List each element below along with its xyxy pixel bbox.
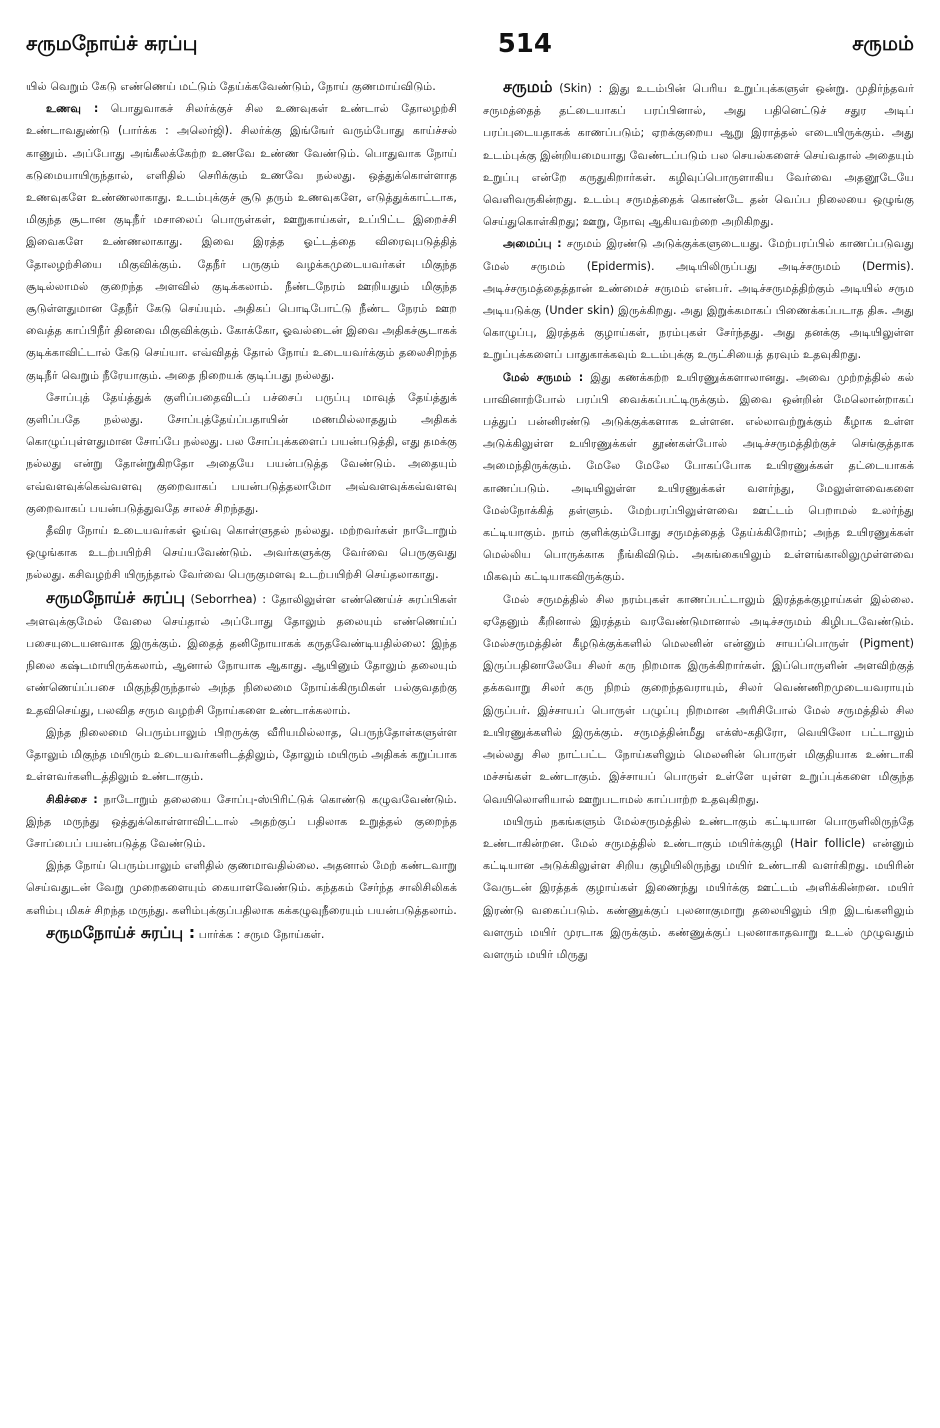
paragraph-text: மயிரும் நகங்களும் மேல்சருமத்தில் உண்டாகும் கட்டியான பொருளிலிருந்தே உண்டாகின்றன. மேல் சருமத்தில் உண்டாகும் மயிர்க்குழி (Hair follicle) என்னும் கட்டியான அடுக்கிலுள்ள சிறிய குழியிலிருந்து மயிர் உண்டாகி வளர்கிறது. மயிரின் வேருடன் இரத்தக் குழாய்கள் இணைந்து மயிர்க்கு ஊட்டம் அளிக்கின்றன. மயிர் இரண்டு வகைப்படும். கண்ணுக்குப் புலனாகுமாறு தலையிலும் பிற இடங்களிலும் வளரும் மயிர் முரடாக இருக்கும். கண்ணுக்குப் புலனாகாதவாறு உடல் முழுவதும் வளரும் மயிர் மிருது	[483, 814, 914, 961]
paragraph-text: (Seborrhea) : தோலிலுள்ள எண்ணெய்ச் சுரப்பிகள் அளவுக்குமேல் வேலை செய்தால் அப்போது தோலும் தலையும் எண்ணெய்ப் பசையுடையனவாக இருக்கும். இதைத் தனிநோயாகக் கருதவேண்டியதில்லை: இந்த நிலை கஷ்டமாயிருக்கலாம், ஆனால் நோயாக ஆகாது. ஆயினும் தோலும் தலையும் எண்ணெய்ப்பசை மிகுந்திருந்தால் அந்த நிலைமை நோய்க்கிருமிகள் பல்குவதற்கு உதவிசெய்து, பலவித சரும வழற்சி நோய்களை உண்டாக்கலாம்.	[26, 592, 457, 717]
paragraph-text: நாடோறும் தலையை சோப்பு-ஸ்பிரிட்டுக் கொண்டு கழுவவேண்டும். இந்த மருந்து ஒத்துக்கொள்ளாவிட்டால் அதற்குப் பதிலாக உறுத்தல் குறைந்த சோப்பைப் பயன்படுத்த வேண்டும்.	[26, 792, 457, 850]
paragraph-text: பொதுவாகச் சிலர்க்குச் சில உணவுகள் உண்டால் தோலழற்சி உண்டாவதுண்டு (பார்க்க : அலெர்ஜி). சிலர்க்கு இங்ஙேர் வரும்போது காய்ச்சல் காணும். அப்போது அங்கீலக்கேற்ற உணவே உண்ண வேண்டும். பொதுவாக நோய் கடுமையாயிருந்தால், எளிதில் செரிக்கும் உணவே நல்லது. ஒத்துக்கொள்ளாத உணவுகளே உண்ணலாகாது. உடம்புக்குச் சூடு தரும் உணவுகளே, எடுத்துக்காட்டாக, மிகுந்த சூடான குடிநீர் மசாலைப் பொருள்கள், ஊறுகாய்கள், உப்பிட்ட இறைச்சி இவைகளே உண்ணலாகாது. இவை இரத்த ஓட்டத்தை விரைவுபடுத்தித் தோலழற்சியை மிகுவிக்கும். தேநீர் பருகும் வழக்கமுடையவர்கள் மிகுந்த சூடில்லாமல் குறைந்த அளவில் குடிக்கலாம். நீண்டநேரம் ஊறியதும் மிகுந்த சூடுள்ளதுமான தேநீர் கேடு செய்யும். அதிகப் பொடிபோட்டு நீண்ட நேரம் ஊற வைத்த காப்பிநீர் தினவை மிகுவிக்கும். கோக்கோ, ஓவல்டைன் இவை அதிகச்சூடாகக் குடிக்காவிட்டால் கேடு செய்யா. எவ்விதத் தோல் நோய் உடையவர்க்கும் தலைசிறந்த குடிநீர் வெறும் நீரேயாகும். அதை நிறையக் குடிப்பது நல்லது.	[26, 102, 457, 382]
right-column	[483, 76, 914, 1408]
page-header	[26, 24, 914, 64]
page-number: 514	[497, 29, 552, 59]
paragraph-text: யில் வெறும் கேடு எண்ணெய் மட்டும் தேய்க்கவேண்டும், நோய் குணமாய்விடும்.	[26, 80, 436, 93]
paragraph	[483, 76, 914, 233]
paragraph	[26, 789, 457, 856]
paragraph-text: இந்த நோய் பெரும்பாலும் எளிதில் குணமாவதில்லை. அதனால் மேற் கண்டவாறு செய்வதுடன் வேறு முறைகளையும் கையாளவேண்டும். கந்தகம் சேர்ந்த சாலிசிலிகக் களிம்பு மிகச் சிறந்த மருந்து. களிம்புக்குப்பதிலாக கக்கழுவுநீரையும் பயன்படுத்தலாம்.	[26, 859, 457, 917]
two-column-body	[26, 76, 914, 1408]
paragraph-lead: சருமம்	[503, 77, 553, 96]
paragraph	[26, 587, 457, 722]
paragraph-text: சருமம் இரண்டு அடுக்குக்களுடையது. மேற்பரப்பில் காணப்படுவது மேல் சருமம் (Epidermis). அடியிலிருப்பது அடிச்சருமம் (Dermis). அடிச்சருமத்தைத்தான் உண்மைச் சருமம் என்பர். அடிச்சருமத்திற்கும் அடியில் சரும அடியடுக்கு (Under skin) இருக்கிறது. அது இறுக்கமாகப் பிணைக்கப்படாத திசு. அது கொழுப்பு, இரத்தக் குழாய்கள், நரம்புகள் சேர்ந்தது. அது தனக்கு அடியிலுள்ள உறுப்புக்களைப் பாதுகாக்கவும் உடம்புக்கு உருட்சியைத் தரவும் உதவுகிறது.	[483, 237, 914, 362]
paragraph-text: இது கணக்கற்ற உயிரணுக்களாலானது. அவை முற்றத்தில் கல் பாவினாற்போல் பரப்பி வைக்கப்பட்டிருக்கும். இவை ஒன்றின் மேலொன்றாகப் பத்துப் பன்னிரண்டு அடுக்குக்களாக உள்ளன. எல்லாவற்றுக்கும் கீழாக உள்ள அடுக்கிலுள்ள உயிரணுக்கள் தூண்கள்போல் அடிச்சருமத்திற்குச் செங்குத்தாக அமைந்திருக்கும். மேலே மேலே போகப்போக உயிரணுக்கள் தட்டையாகக் காணப்படும். அடியிலுள்ள உயிரணுக்கள் வளர்ந்து, மேலுள்ளவைகளை மேல்நோக்கித் தள்ளும். மேற்பரப்பிலுள்ளவை ஊட்டம் பெறாமல் உலர்ந்து கட்டியாகும். நாம் குளிக்கும்போது சருமத்தைத் தேய்க்கிறோம்; அந்த உயிரணுக்கள் மெல்லிய பொருக்காக நீங்கிவிடும். அகங்கையிலும் உள்ளங்காலிலுமுள்ளவை மிகவும் கட்டியாகவிருக்கும்.	[483, 370, 914, 584]
paragraph-lead: அமைப்பு :	[503, 237, 562, 251]
paragraph	[26, 387, 457, 520]
paragraph	[26, 76, 457, 98]
paragraph-lead: சிகிச்சை :	[46, 792, 98, 806]
paragraph-text: மேல் சருமத்தில் சில நரம்புகள் காணப்பட்டாலும் இரத்தக்குழாய்கள் இல்லை. ஏதேனும் கீறினால் இரத்தம் வரவேண்டுமானால் அடிச்சருமம் கிழிபடவேண்டும். மேல்சருமத்தின் கீழடுக்குக்களில் மெலனின் என்னும் சாயப்பொருள் (Pigment) இருப்பதினாலேயே சிலர் கரு நிறமாக இருக்கிறார்கள். இப்பொருளின் அளவிற்குத் தக்கவாறு சிலர் கரு நிறம் குறைந்தவராயும், சிலர் வெண்ணிறமுடையவராயும் இருப்பர். இச்சாயப் பொருள் பழுப்பு நிறமான அரிசிபோல் மேல் சருமத்தில் சில உயிரணுக்களில் இருக்கும். சருமத்தின்மீது எக்ஸ்-கதிரோ, வெயிலோ பட்டாலும் அல்லது சில நாட்பட்ட நோய்களிலும் மெலனின் பொருள் மிகுதியாக உண்டாகி மச்சங்கள் உண்டாகும். இச்சாயப் பொருள் உள்ளே யுள்ள உறுப்புக்களை மிகுந்த வெயிலொளியால் ஊறுபடாமல் காப்பாற்ற உதவுகிறது.	[483, 592, 914, 806]
paragraph	[483, 367, 914, 589]
paragraph	[26, 855, 457, 922]
paragraph	[26, 98, 457, 387]
paragraph	[26, 520, 457, 587]
running-head-right: சருமம்	[852, 30, 914, 55]
paragraph-text: தீவிர நோய் உடையவர்கள் ஓய்வு கொள்ளுதல் நல்லது. மற்றவர்கள் நாடோறும் ஒழுங்காக உடற்பயிற்சி செய்யவேண்டும். அவர்களுக்கு வேர்வை பெருகுவது நல்லது. கசிவழற்சி யிருந்தால் வேர்வை பெருகுமளவு உடற்பயிற்சி செய்தலாகாது.	[26, 524, 457, 582]
paragraph-text: இந்த நிலைமை பெரும்பாலும் பிறருக்கு வீரியமில்லாத, பெருந்தோள்களுள்ள தோலும் மிகுந்த மயிரும் உடையவர்களிடத்திலும், தோலும் மயிரும் அதிகக் கறுப்பாக உள்ளவர்களிடத்திலும் உண்டாகும்.	[26, 725, 457, 784]
paragraph	[483, 589, 914, 811]
left-column	[26, 76, 457, 1408]
paragraph-lead: உணவு :	[46, 102, 99, 116]
paragraph	[483, 233, 914, 366]
paragraph	[26, 922, 457, 946]
paragraph	[483, 811, 914, 966]
paragraph	[26, 722, 457, 789]
running-head-left: சருமநோய்ச் சுரப்பு	[26, 30, 198, 55]
paragraph-text: (Skin) : இது உடம்பின் பெரிய உறுப்புக்களுள் ஒன்று. முதிர்ந்தவர் சருமத்தைத் தட்டையாகப் பரப்பினால், அது பதினெட்டுச் சதுர அடிப் பரப்புடையதாகக் காணப்படும்; ஏறக்குறைய ஆறு இராத்தல் எடையிருக்கும். அது உடம்புக்கு இன்றியமையாது வேண்டப்படும் பல செயல்களைச் செய்வதால் அதையும் உறுப்பு என்றே கருதுகிறார்கள். கழிவுப்பொருளாகிய வேர்வை அதனூடேயே வெளிவருகின்றது. உடம்பு சருமத்தைக் கொண்டே தன் வெப்ப நிலையை ஒழுங்கு செய்துகொள்கிறது; ஊறு, நோவு ஆகியவற்றை அறிகிறது.	[483, 82, 914, 229]
paragraph-text: பார்க்க : சரும நோய்கள்.	[195, 927, 325, 941]
paragraph-lead: சருமநோய்ச் சுரப்பு :	[46, 922, 196, 942]
paragraph-text: சோப்புத் தேய்த்துக் குளிப்பதைவிடப் பச்சைப் பருப்பு மாவுத் தேய்த்துக் குளிப்பதே நல்லது. சோப்புத்தேய்ப்பதாயின் மணமில்லாததும் அதிகக் கொழுப்புள்ளதுமான சோப்பே நல்லது. பல சோப்புக்களைப் பயன்படுத்தி, எது தமக்கு நல்லது என்று தோன்றுகிறதோ அதையே பயன்படுத்த வேண்டும். அதையும் எவ்வளவுக்கெவ்வளவு குறைவாகப் பயன்படுத்தலாமோ அவ்வளவுக்கவ்வளவு குறைவாகப் பயன்படுத்துவதே சாலச் சிறந்தது.	[26, 390, 457, 515]
paragraph-lead: சருமநோய்ச் சுரப்பு	[46, 587, 186, 607]
paragraph-lead: மேல் சருமம் :	[503, 370, 584, 384]
